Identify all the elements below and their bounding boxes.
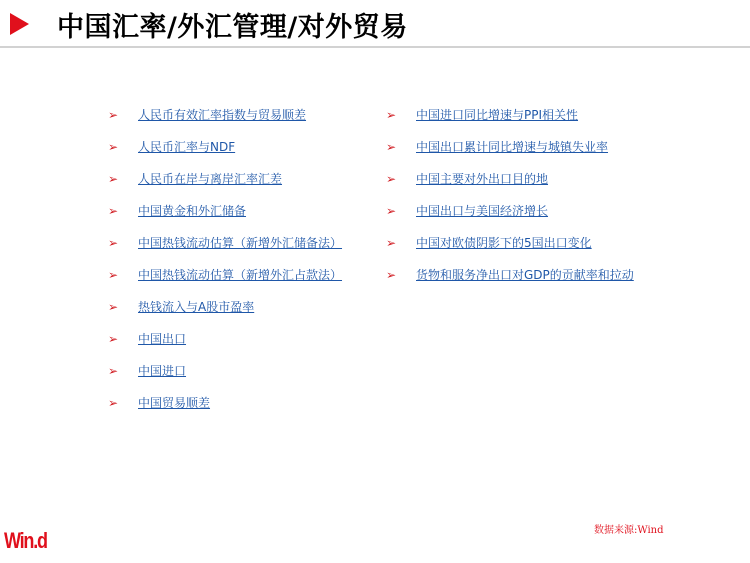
wind-logo: Win.d (4, 528, 47, 553)
link-china-trade-surplus[interactable]: 中国贸易顺差 (138, 396, 211, 410)
arrow-bullet-icon: ➢ (386, 172, 397, 186)
list-item (386, 170, 634, 202)
arrow-bullet-icon: ➢ (108, 140, 119, 154)
arrow-bullet-icon: ➢ (386, 236, 397, 250)
link-list-left (108, 106, 342, 426)
arrow-bullet-icon: ➢ (108, 268, 119, 282)
link-imports-ppi-correlation[interactable]: 中国进口同比增速与PPI相关性 (416, 108, 579, 122)
link-hot-money-reserves-method[interactable]: 中国热钱流动估算（新增外汇储备法） (138, 236, 343, 250)
link-hot-money-a-share-pe[interactable]: 热钱流入与A股市盈率 (138, 300, 255, 314)
link-hot-money-fx-funds-method[interactable]: 中国热钱流动估算（新增外汇占款法） (138, 268, 343, 282)
list-item (108, 394, 342, 426)
arrow-bullet-icon: ➢ (108, 108, 119, 122)
arrow-bullet-icon: ➢ (108, 396, 119, 410)
list-item (108, 170, 342, 202)
arrow-bullet-icon: ➢ (108, 236, 119, 250)
link-exports-urban-unemployment[interactable]: 中国出口累计同比增速与城镇失业率 (416, 140, 609, 154)
link-rmb-effective-rate-trade-surplus[interactable]: 人民币有效汇率指数与贸易顺差 (138, 108, 307, 122)
data-source-note: 数据来源:Wind (594, 525, 664, 536)
list-item (108, 330, 342, 362)
triangle-marker-icon (10, 13, 29, 35)
link-china-imports[interactable]: 中国进口 (138, 364, 187, 378)
list-item (108, 202, 342, 234)
arrow-bullet-icon: ➢ (386, 108, 397, 122)
list-item (108, 138, 342, 170)
link-gold-fx-reserves[interactable]: 中国黄金和外汇储备 (138, 204, 247, 218)
arrow-bullet-icon: ➢ (108, 300, 119, 314)
arrow-bullet-icon: ➢ (108, 172, 119, 186)
arrow-bullet-icon: ➢ (386, 204, 397, 218)
link-china-exports[interactable]: 中国出口 (138, 332, 187, 346)
arrow-bullet-icon: ➢ (108, 332, 119, 346)
list-item (386, 202, 634, 234)
link-exports-euro-debt-5-countries[interactable]: 中国对欧债阴影下的5国出口变化 (416, 236, 592, 250)
arrow-bullet-icon: ➢ (108, 204, 119, 218)
slide-header (0, 0, 750, 48)
list-item (108, 234, 342, 266)
page-title: 中国汇率/外汇管理/对外贸易 (57, 12, 408, 43)
list-item (108, 298, 342, 330)
list-item (386, 234, 634, 266)
link-list-right (386, 106, 634, 298)
list-item (108, 106, 342, 138)
list-item (386, 106, 634, 138)
link-net-exports-gdp-contribution[interactable]: 货物和服务净出口对GDP的贡献率和拉动 (416, 268, 634, 282)
link-export-destinations[interactable]: 中国主要对外出口目的地 (416, 172, 549, 186)
link-rmb-rate-ndf[interactable]: 人民币汇率与NDF (138, 140, 236, 154)
arrow-bullet-icon: ➢ (386, 268, 397, 282)
link-exports-us-growth[interactable]: 中国出口与美国经济增长 (416, 204, 549, 218)
list-item (108, 266, 342, 298)
link-rmb-onshore-offshore-spread[interactable]: 人民币在岸与离岸汇率汇差 (138, 172, 283, 186)
list-item (108, 362, 342, 394)
header-divider (0, 46, 750, 48)
list-item (386, 266, 634, 298)
list-item (386, 138, 634, 170)
arrow-bullet-icon: ➢ (386, 140, 397, 154)
arrow-bullet-icon: ➢ (108, 364, 119, 378)
